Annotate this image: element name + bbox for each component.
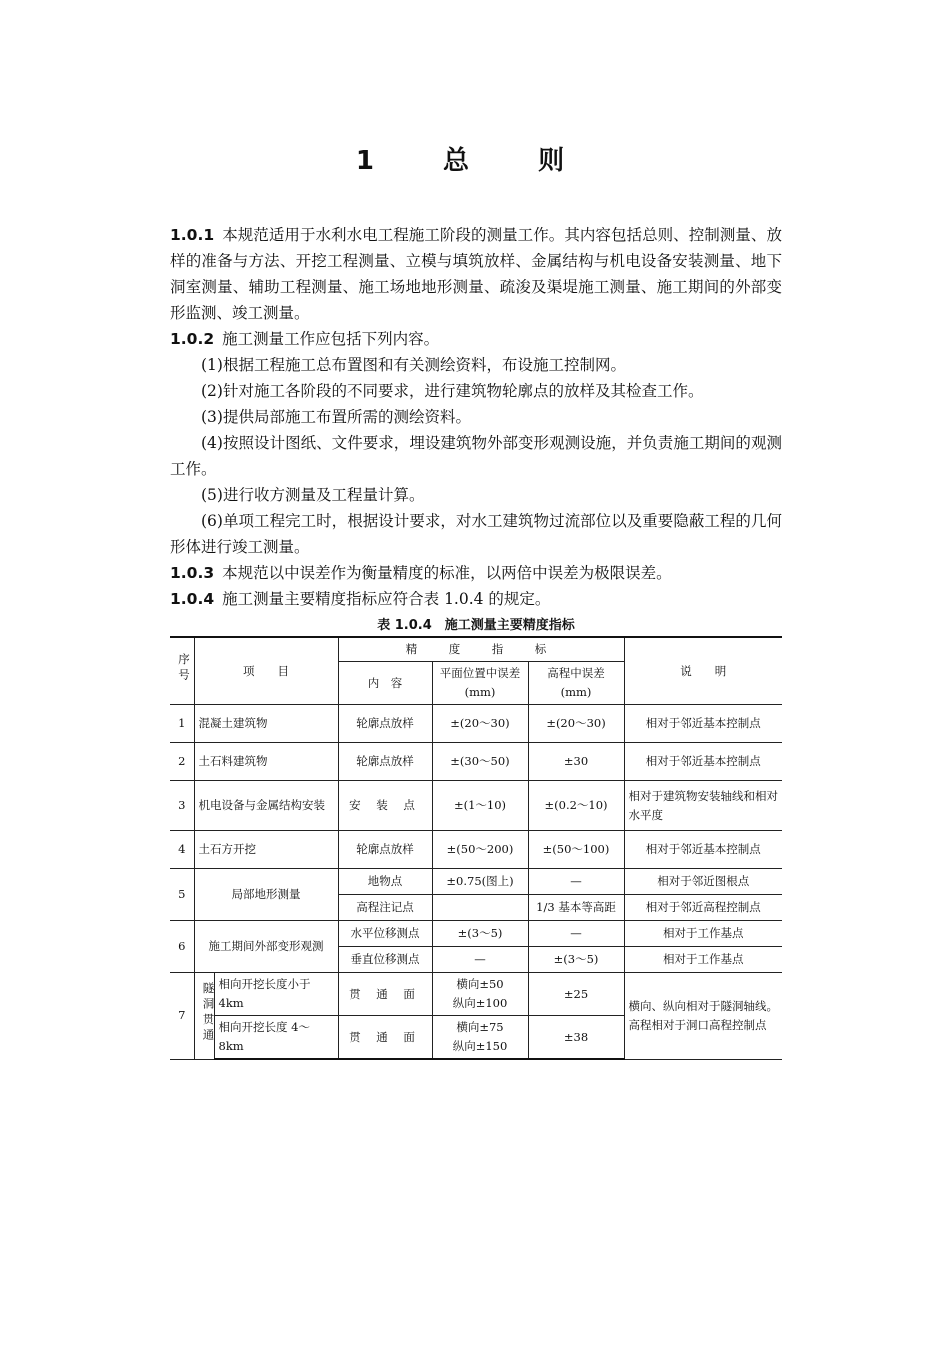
table-row bbox=[170, 921, 782, 947]
table-row bbox=[170, 973, 782, 1016]
list-item: (3)提供局部施工布置所需的测绘资料。 bbox=[201, 408, 471, 426]
table-cell: ±(20～30) bbox=[432, 705, 528, 743]
table-cell: 机电设备与金属结构安装 bbox=[194, 781, 338, 831]
table-cell: ±38 bbox=[528, 1016, 624, 1060]
table-cell: — bbox=[528, 921, 624, 947]
clause-number: 1.0.3 bbox=[170, 564, 215, 582]
table-cell: 轮廓点放样 bbox=[338, 743, 432, 781]
table-cell: 相对于工作基点 bbox=[624, 921, 782, 947]
header-note: 说 明 bbox=[624, 637, 782, 705]
document-body bbox=[170, 222, 782, 612]
header-content: 内 容 bbox=[338, 662, 432, 705]
table-cell: 相对于邻近高程控制点 bbox=[624, 895, 782, 921]
table-cell: 水平位移测点 bbox=[338, 921, 432, 947]
table-row bbox=[170, 781, 782, 831]
table-cell: ±(50～200) bbox=[432, 831, 528, 869]
table-cell: ±(30～50) bbox=[432, 743, 528, 781]
clause-text: 施工测量主要精度指标应符合表 1.0.4 的规定。 bbox=[222, 590, 551, 608]
table-cell: — bbox=[432, 947, 528, 973]
table-cell: — bbox=[528, 869, 624, 895]
clause-1-0-1 bbox=[170, 222, 782, 326]
clause-number: 1.0.4 bbox=[170, 590, 215, 608]
table-cell: 横向±50 纵向±100 bbox=[432, 973, 528, 1016]
tunnel-group-label: 隧洞贯通 bbox=[194, 973, 214, 1060]
table-cell: 横向±75 纵向±150 bbox=[432, 1016, 528, 1060]
table-cell: 相对于邻近图根点 bbox=[624, 869, 782, 895]
table-cell: 1/3 基本等高距 bbox=[528, 895, 624, 921]
clause-text: 本规范适用于水利水电工程施工阶段的测量工作。其内容包括总则、控制测量、放样的准备与方法、开挖工程测量、立模与填筑放样、金属结构与机电设备安装测量、地下洞室测量、辅助工程测量、施工场地地形测量、疏浚及渠堤施工测量、施工期间的外部变形监测、竣工测量。 bbox=[170, 226, 782, 322]
table-cell bbox=[432, 895, 528, 921]
table-cell: 贯 通 面 bbox=[338, 1016, 432, 1060]
table-cell: ±30 bbox=[528, 743, 624, 781]
header-plane: 平面位置中误差 (mm) bbox=[432, 662, 528, 705]
clause-number: 1.0.2 bbox=[170, 330, 215, 348]
table-cell: 相对于工作基点 bbox=[624, 947, 782, 973]
precision-table bbox=[170, 636, 782, 1060]
list-item: (1)根据工程施工总布置图和有关测绘资料，布设施工控制网。 bbox=[201, 356, 626, 374]
clause-number: 1.0.1 bbox=[170, 226, 215, 244]
table-cell: ±(1～10) bbox=[432, 781, 528, 831]
table-cell: ±(20～30) bbox=[528, 705, 624, 743]
page-title: 1 总 则 bbox=[355, 146, 595, 176]
table-cell: 横向、纵向相对于隧洞轴线。高程相对于洞口高程控制点 bbox=[624, 973, 782, 1060]
table-cell: 4 bbox=[170, 831, 194, 869]
table-cell: 相对于邻近基本控制点 bbox=[624, 705, 782, 743]
table-cell: ±0.75(图上) bbox=[432, 869, 528, 895]
clause-1-0-2 bbox=[170, 326, 782, 352]
table-cell: 5 bbox=[170, 869, 194, 921]
table-cell: 相对于邻近基本控制点 bbox=[624, 743, 782, 781]
header-elev: 高程中误差 (mm) bbox=[528, 662, 624, 705]
table-cell: 相对于建筑物安装轴线和相对水平度 bbox=[624, 781, 782, 831]
header-seq: 序号 bbox=[170, 637, 194, 705]
list-item: (5)进行收方测量及工程量计算。 bbox=[201, 486, 425, 504]
clause-1-0-4 bbox=[170, 586, 782, 612]
table-cell: 2 bbox=[170, 743, 194, 781]
table-cell: 相对于邻近基本控制点 bbox=[624, 831, 782, 869]
table-cell: 局部地形测量 bbox=[194, 869, 338, 921]
table-cell: 轮廓点放样 bbox=[338, 831, 432, 869]
table-row bbox=[170, 705, 782, 743]
table-cell: 安 装 点 bbox=[338, 781, 432, 831]
list-item: (6)单项工程完工时，根据设计要求，对水工建筑物过流部位以及重要隐蔽工程的几何形体进行竣工测量。 bbox=[170, 512, 782, 556]
table-cell: 3 bbox=[170, 781, 194, 831]
header-precision: 精 度 指 标 bbox=[338, 637, 624, 662]
table-title: 表 1.0.4 施工测量主要精度指标 bbox=[377, 618, 575, 633]
table-cell: ±(3～5) bbox=[432, 921, 528, 947]
table-cell: 地物点 bbox=[338, 869, 432, 895]
header-item: 项 目 bbox=[194, 637, 338, 705]
clause-1-0-3 bbox=[170, 560, 782, 586]
table-cell: ±(3～5) bbox=[528, 947, 624, 973]
clause-text: 本规范以中误差作为衡量精度的标准，以两倍中误差为极限误差。 bbox=[222, 564, 672, 582]
table-cell: ±(50～100) bbox=[528, 831, 624, 869]
table-cell: 7 bbox=[170, 973, 194, 1060]
table-cell: ±(0.2～10) bbox=[528, 781, 624, 831]
table-cell: 土石方开挖 bbox=[194, 831, 338, 869]
table-cell: 垂直位移测点 bbox=[338, 947, 432, 973]
list-item: (2)针对施工各阶段的不同要求，进行建筑物轮廓点的放样及其检查工作。 bbox=[201, 382, 704, 400]
table-cell: 相向开挖长度小于 4km bbox=[214, 973, 338, 1016]
table-cell: 高程注记点 bbox=[338, 895, 432, 921]
table-cell: 施工期间外部变形观测 bbox=[194, 921, 338, 973]
table-cell: 贯 通 面 bbox=[338, 973, 432, 1016]
list-item: (4)按照设计图纸、文件要求，埋设建筑物外部变形观测设施，并负责施工期间的观测工作。 bbox=[170, 434, 782, 478]
table-cell: 混凝土建筑物 bbox=[194, 705, 338, 743]
table-cell: 6 bbox=[170, 921, 194, 973]
table-cell: 相向开挖长度 4～8km bbox=[214, 1016, 338, 1060]
table-cell: 土石料建筑物 bbox=[194, 743, 338, 781]
table-row bbox=[170, 869, 782, 895]
table-row bbox=[170, 831, 782, 869]
table-cell: ±25 bbox=[528, 973, 624, 1016]
clause-text: 施工测量工作应包括下列内容。 bbox=[222, 330, 440, 348]
table-cell: 1 bbox=[170, 705, 194, 743]
table-cell: 轮廓点放样 bbox=[338, 705, 432, 743]
table-row bbox=[170, 743, 782, 781]
